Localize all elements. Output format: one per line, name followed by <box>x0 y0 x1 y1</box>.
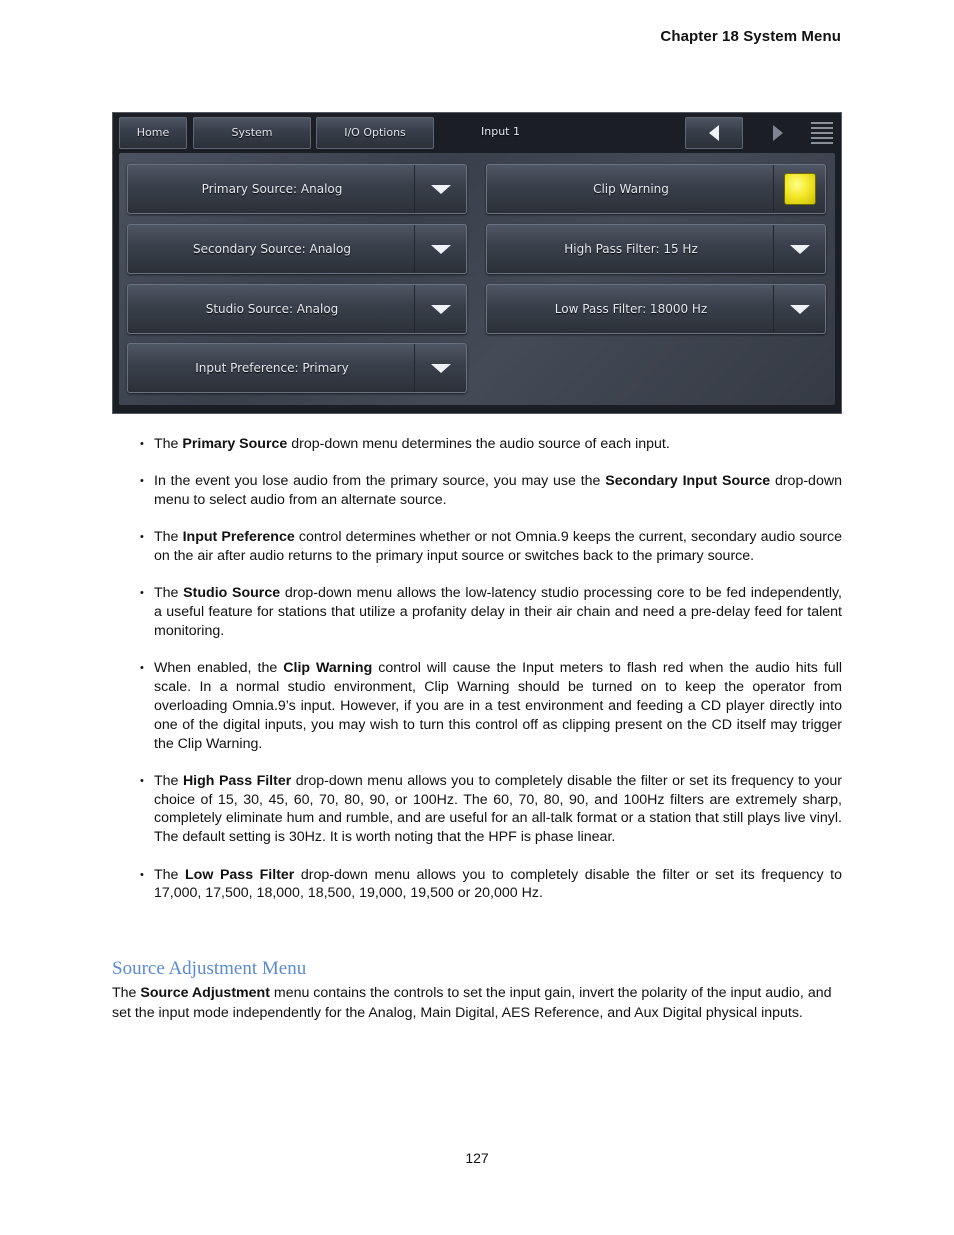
input-preference-dropdown[interactable] <box>127 343 467 393</box>
primary-source-label: Primary Source: Analog <box>201 182 343 196</box>
chevron-down-icon <box>431 305 451 314</box>
io-options-button[interactable]: I/O Options <box>316 117 434 149</box>
device-screenshot <box>112 112 842 414</box>
input-settings-panel <box>119 153 835 405</box>
triangle-right-icon <box>772 125 784 141</box>
chapter-header: Chapter 18 System Menu <box>660 28 841 45</box>
chevron-down-icon <box>431 185 451 194</box>
list-item: • In the event you lose audio from the primary source, you may use the Secondary Input Source drop-down menu to select audio from an alternate source. <box>140 472 842 510</box>
list-item: • The Input Preference control determines whether or not Omnia.9 keeps the current, secondary audio source on the air after audio returns to the primary input source or switches back to the primary source. <box>140 528 842 566</box>
dropdown-arrow[interactable] <box>414 165 466 213</box>
menu-button[interactable] <box>811 121 833 147</box>
page-number: 127 <box>465 1150 489 1166</box>
input-preference-label: Input Preference: Primary <box>195 361 349 375</box>
secondary-source-dropdown[interactable] <box>127 224 467 274</box>
studio-source-label: Studio Source: Analog <box>205 302 339 316</box>
dropdown-arrow[interactable] <box>414 285 466 333</box>
high-pass-filter-dropdown[interactable] <box>486 224 826 274</box>
dropdown-arrow[interactable] <box>773 225 825 273</box>
dropdown-arrow[interactable] <box>414 344 466 392</box>
section-heading: Source Adjustment Menu <box>112 958 307 979</box>
led-indicator-icon <box>784 173 816 205</box>
clip-warning-indicator[interactable] <box>773 165 825 213</box>
home-button[interactable]: Home <box>119 117 187 149</box>
chevron-down-icon <box>790 305 810 314</box>
low-pass-filter-dropdown[interactable] <box>486 284 826 334</box>
forward-button[interactable] <box>749 117 807 149</box>
dropdown-arrow[interactable] <box>773 285 825 333</box>
list-item: • The High Pass Filter drop-down menu allows you to completely disable the filter or set its frequency to your choice of 15, 30, 45, 60, 70, 80, 90, or 100Hz. The 60, 70, 80, 90, and 100Hz filters are extremely sharp, completely eliminate hum and rumble, and are useful for an all-talk format or a station that still plays live vinyl. The default setting is 30Hz. It is worth noting that the HPF is phase linear. <box>140 772 842 847</box>
list-item: • The Primary Source drop-down menu determines the audio source of each input. <box>140 435 842 454</box>
bullet-list <box>140 435 842 922</box>
nav-bar <box>119 117 835 151</box>
studio-source-dropdown[interactable] <box>127 284 467 334</box>
chevron-down-icon <box>790 245 810 254</box>
low-pass-filter-label: Low Pass Filter: 18000 Hz <box>554 302 708 316</box>
chevron-down-icon <box>431 364 451 373</box>
list-item: • The Low Pass Filter drop-down menu allows you to completely disable the filter or set its frequency to 17,000, 17,500, 18,000, 18,500, 19,000, 19,500 or 20,000 Hz. <box>140 866 842 904</box>
section-paragraph: The Source Adjustment menu contains the controls to set the input gain, invert the polarity of the input audio, and set the input mode independently for the Analog, Main Digital, AES Reference, and Aux Digital physical inputs. <box>112 985 832 1021</box>
triangle-left-icon <box>708 125 720 141</box>
clip-warning-label: Clip Warning <box>593 182 669 196</box>
dropdown-arrow[interactable] <box>414 225 466 273</box>
hamburger-icon <box>811 121 833 147</box>
secondary-source-label: Secondary Source: Analog <box>193 242 351 256</box>
chevron-down-icon <box>431 245 451 254</box>
back-button[interactable] <box>685 117 743 149</box>
system-button[interactable]: System <box>193 117 311 149</box>
high-pass-filter-label: High Pass Filter: 15 Hz <box>564 242 698 256</box>
page-title: Input 1 <box>481 125 520 138</box>
list-item: • The Studio Source drop-down menu allows the low-latency studio processing core to be fed independently, a useful feature for stations that utilize a profanity delay in their air chain and need a pre-delay feed for talent monitoring. <box>140 584 842 640</box>
clip-warning-toggle[interactable] <box>486 164 826 214</box>
list-item: • When enabled, the Clip Warning control will cause the Input meters to flash red when the audio hits full scale. In a normal studio environment, Clip Warning should be turned on to keep the operator from overloading Omnia.9’s input. However, if you are in a test environment and feeding a CD player directly into one of the digital inputs, you may wish to turn this control off as clipping present on the CD itself may trigger the Clip Warning. <box>140 659 842 753</box>
primary-source-dropdown[interactable] <box>127 164 467 214</box>
